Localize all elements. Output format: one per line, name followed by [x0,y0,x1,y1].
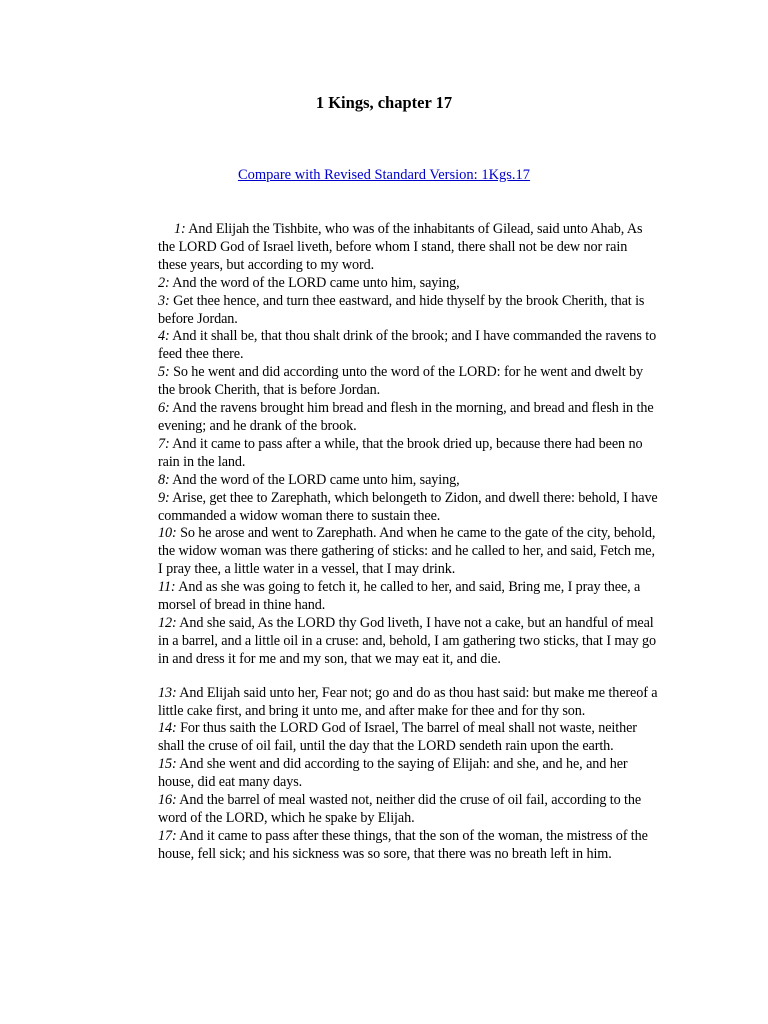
verse-number: 5: [158,364,170,381]
verse-number: 2: [158,274,170,291]
verse-text: And the ravens brought him bread and flesh in the morning, and bread and flesh in the evening; and he drank of the brook. [158,400,654,434]
verse-number: 9: [158,489,170,506]
verse-14 [158,720,658,756]
verse-8 [158,472,658,490]
compare-rsv-link[interactable]: Compare with Revised Standard Version: 1Kgs.17 [237,167,531,183]
verse-number: 7: [158,435,170,452]
verse-number: 11: [158,579,176,596]
verse-number: 12: [158,614,177,631]
verse-2 [158,275,658,293]
verse-text: And Elijah the Tishbite, who was of the inhabitants of Gilead, said unto Ahab, As the LORD God of Israel liveth, before whom I stand, there shall not be dew nor rain these years, but according to my word. [158,221,643,273]
verse-text: And it shall be, that thou shalt drink of the brook; and I have commanded the ravens to feed thee there. [158,328,657,363]
verse-10 [158,525,658,579]
verse-text: Get thee hence, and turn thee eastward, and hide thyself by the brook Cherith, that is before Jordan. [158,292,645,327]
verse-11 [158,579,658,615]
verse-number: 17: [158,827,177,844]
verse-5 [158,364,658,400]
verse-text: So he arose and went to Zarephath. And when he came to the gate of the city, behold, the widow woman was there gathering of sticks: and he called to her, and said, Fetch me, I pray thee, a little water in a vessel, that I may drink. [158,525,656,578]
verse-text: And it came to pass after these things, that the son of the woman, the mistress of the house, fell sick; and his sickness was so sore, that there was no breath left in him. [158,827,648,862]
verse-number: 3: [158,292,170,309]
verse-number: 15: [158,756,177,773]
verse-number: 4: [158,328,170,345]
verse-15 [158,756,658,792]
verse-7 [158,436,658,472]
verse-4 [158,328,658,364]
verse-text: For thus saith the LORD God of Israel, The barrel of meal shall not waste, neither shall the cruse of oil fail, until the day that the LORD sendeth rain upon the earth. [158,720,637,755]
verse-number: 8: [158,471,170,488]
chapter-text [158,221,658,864]
verse-text: And Elijah said unto her, Fear not; go and do as thou hast said: but make me thereof a little cake first, and bring it unto me, and after make for thee and for thy son. [158,684,658,719]
compare-link-container [0,167,768,184]
verse-text: Arise, get thee to Zarephath, which belongeth to Zidon, and dwell there: behold, I have commanded a widow woman there to sustain thee. [158,489,658,524]
verse-6 [158,400,658,436]
verse-text: So he went and did according unto the word of the LORD: for he went and dwelt by the brook Cherith, that is before Jordan. [158,364,644,399]
verse-number: 1: [174,221,186,237]
verse-text: And she went and did according to the saying of Elijah: and she, and he, and her house, did eat many days. [158,756,628,791]
verse-text: And it came to pass after a while, that the brook dried up, because there had been no rain in the land. [158,435,643,470]
verse-text: And the barrel of meal wasted not, neither did the cruse of oil fail, according to the word of the LORD, which he spake by Elijah. [158,792,642,826]
verse-text: And as she was going to fetch it, he called to her, and said, Bring me, I pray thee, a morsel of bread in thine hand. [158,579,641,614]
verse-text: And she said, As the LORD thy God liveth, I have not a cake, but an handful of meal in a barrel, and a little oil in a cruse: and, behold, I am gathering two sticks, that I may go in and dress it for me and my son, that we may eat it, and die. [158,614,656,667]
verse-number: 14: [158,720,177,737]
page-title: 1 Kings, chapter 17 [315,93,453,112]
verse-17 [158,828,658,864]
verse-number: 10: [158,525,177,542]
verse-number: 6: [158,400,170,417]
verse-text: And the word of the LORD came unto him, saying, [169,274,460,291]
verse-13 [158,685,658,721]
verse-number: 13: [158,684,177,701]
verse-3 [158,293,658,329]
verse-1 [158,221,658,275]
verse-number: 16: [158,792,177,809]
verse-text: And the word of the LORD came unto him, saying, [169,471,460,488]
verse-16 [158,792,658,828]
verse-9 [158,490,658,526]
verse-12 [158,615,658,669]
